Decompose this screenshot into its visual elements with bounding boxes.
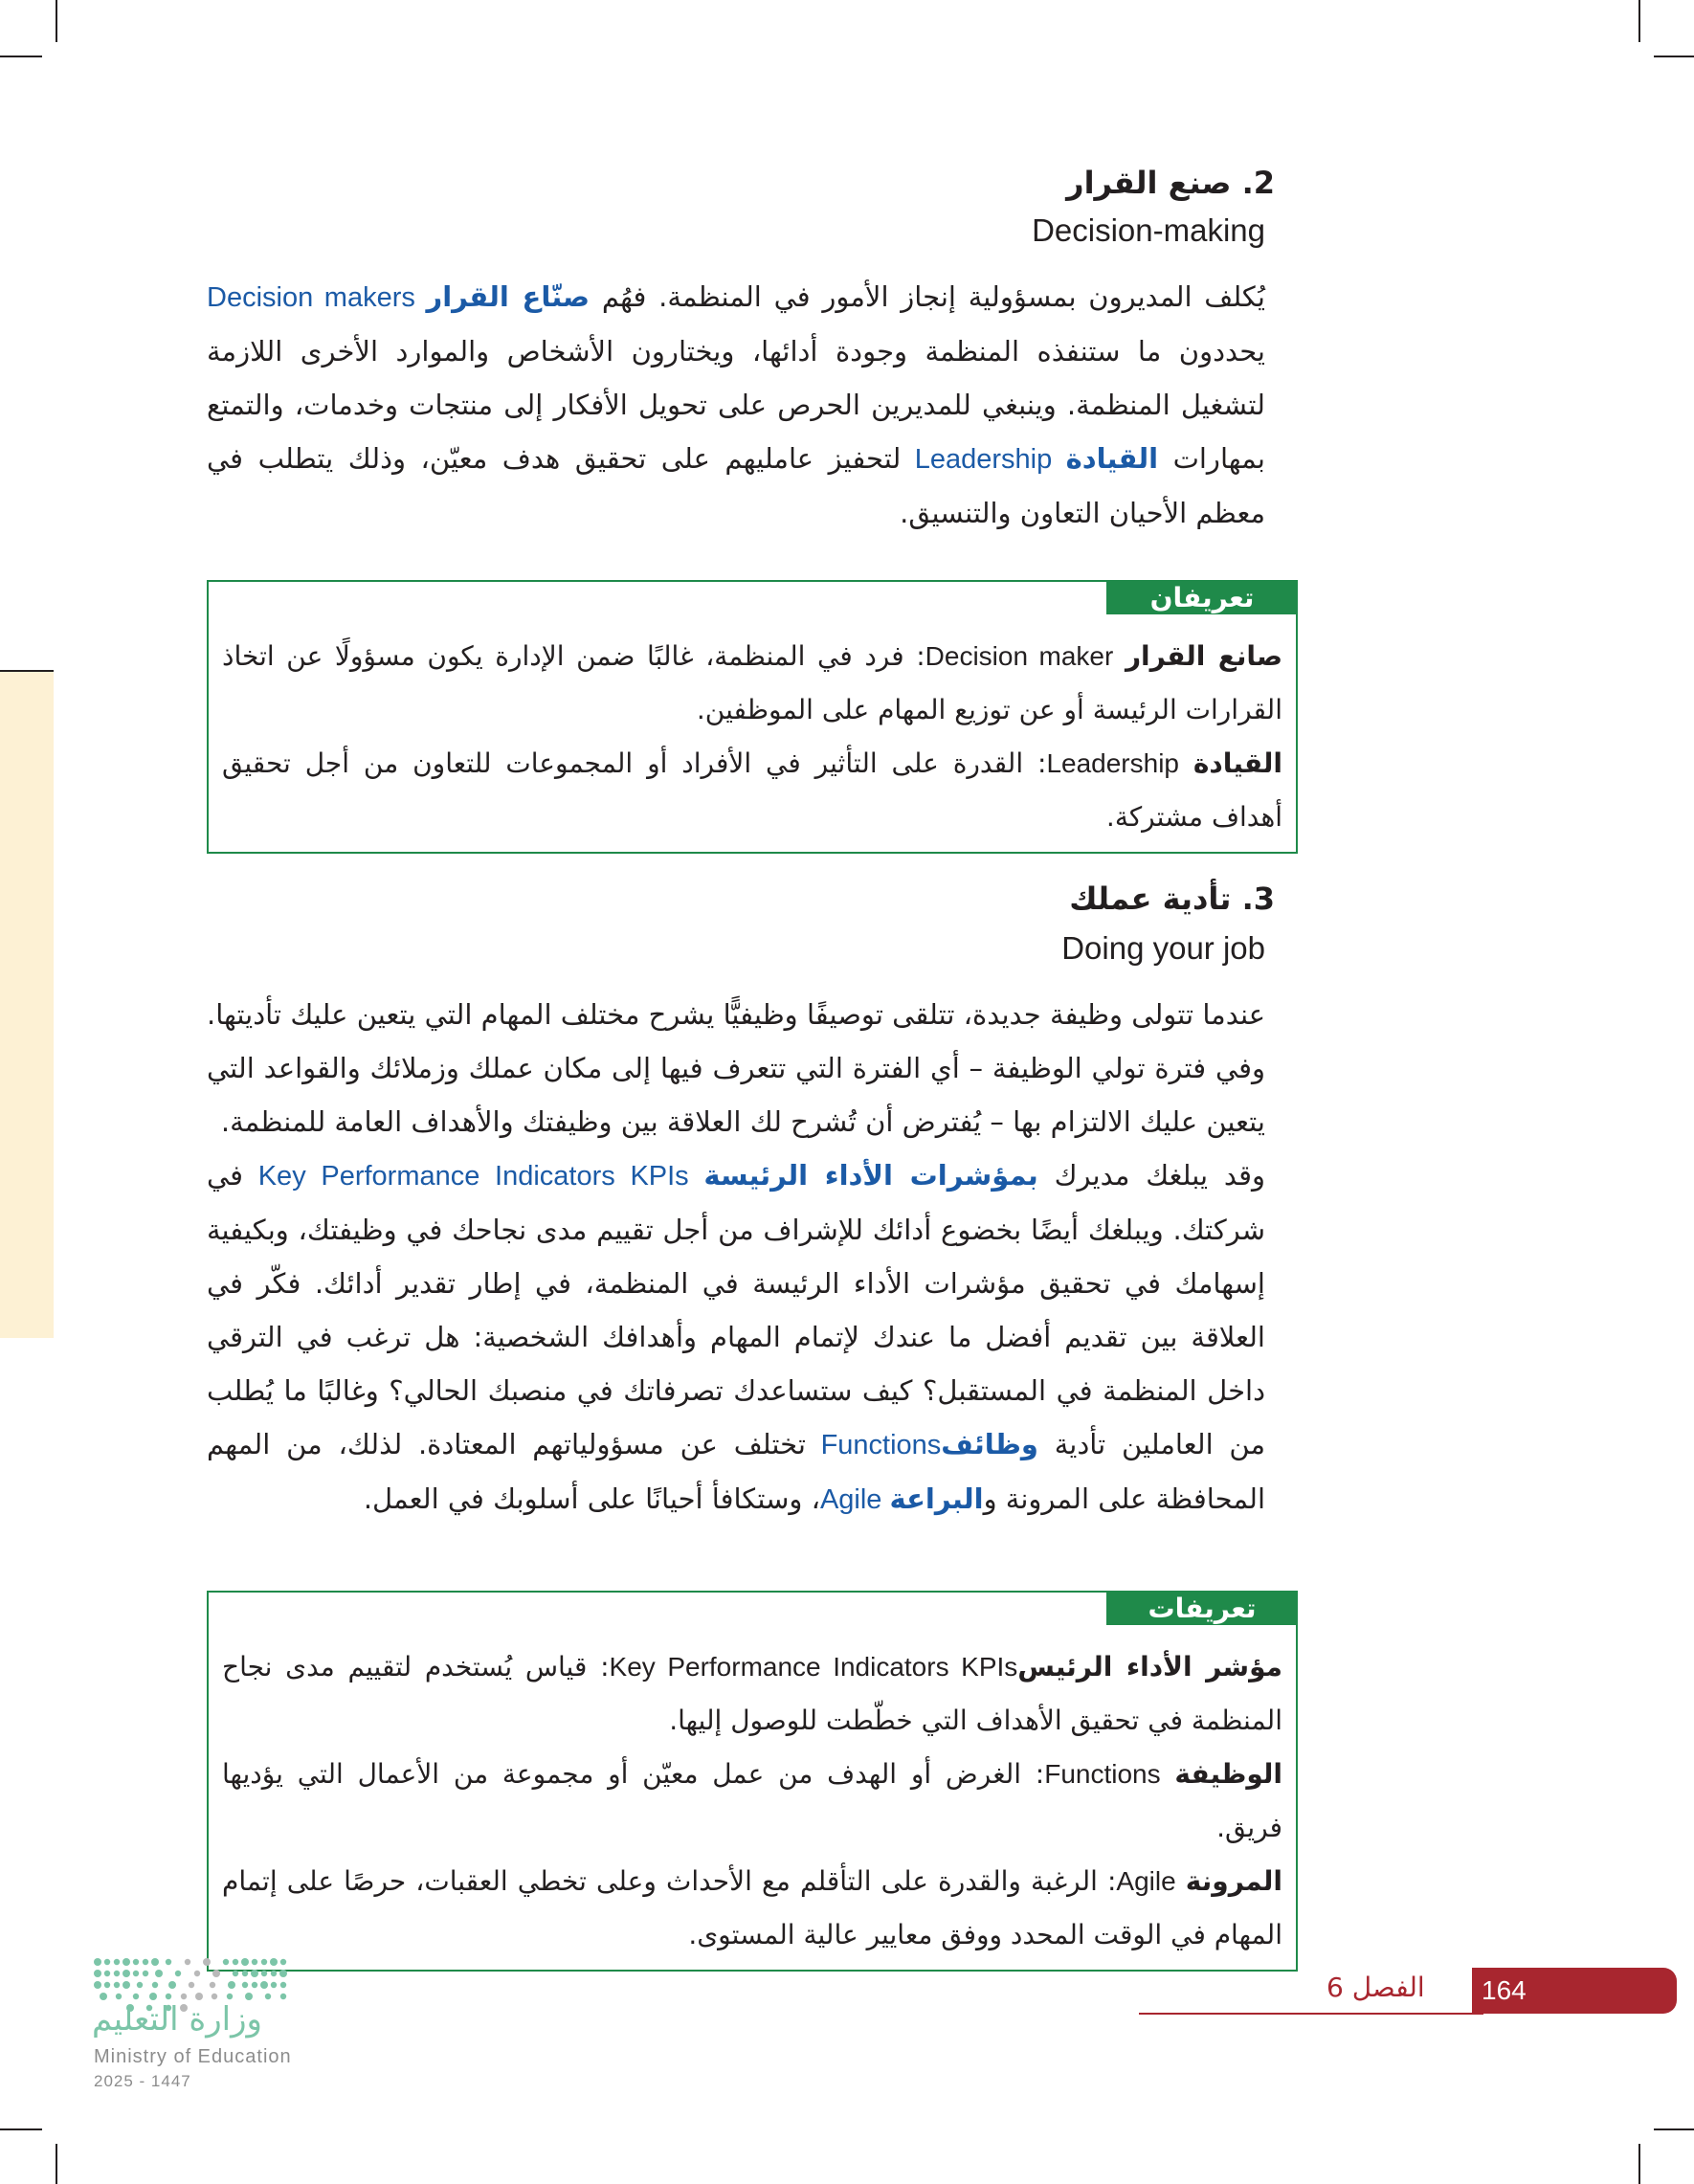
logo-dot [252,1982,257,1988]
text-run: تختلف عن مسؤولياتهم المعتادة. لذلك، من المهم المحافظة على المرونة و [207,1428,1265,1515]
logo-dot [280,1959,286,1965]
logo-dot [133,1971,139,1976]
definition-term: القيادة [1192,747,1283,779]
logo-dot [94,1958,101,1966]
logo-dot [241,1958,249,1966]
crop-mark [0,2128,42,2130]
logo-dot [114,1959,120,1965]
definition-term: مؤشر الأداء الرئيس [1017,1651,1282,1683]
definition-body [209,582,1296,852]
logo-dot [223,1959,229,1965]
logo-dot [116,1994,122,1999]
definition-body [209,1593,1296,1970]
crop-mark [1638,2144,1640,2184]
text-run: في شركتك. ويبلغك أيضًا بخضوع أدائك للإشراف من أجل تقييم مدى نجاحك في وظيفتك، وبكيفية إسهامك في تحقيق مؤشرات الأداء الرئيسة في المنظمة، في إطار تقدير أدائك. فكّر في العلاقة بين تقديم أفضل ما عندك لإتمام المهام وأهدافك الشخصية: هل ترغب في الترقي داخل المنظمة في المستقبل؟ كيف ستساعدك تصرفاتك في منصبك الحالي؟ وغالبًا ما يُطلب من العاملين تأدية [207,1159,1266,1460]
definition-term: صانع القرار [1125,640,1282,672]
definition-text: : فرد في المنظمة، غالبًا ضمن الإدارة يكون مسؤولًا عن اتخاذ القرارات الرئيسة أو عن توزيع المهام على الموظفين. [222,640,1282,725]
chapter-label: الفصل 6 [1326,1972,1425,2003]
logo-dot [279,1970,287,1977]
logo-dot [114,1971,120,1976]
margin-band [0,670,54,1338]
keyword-en: Key Performance Indicators KPIs [243,1161,704,1192]
definition-term-en: Leadership [1046,748,1179,778]
ministry-name-en: Ministry of Education [94,2046,292,2067]
logo-dot [242,1982,248,1988]
paragraph-text [207,1148,1265,1527]
logo-dot [195,1993,203,2000]
definition-term-en: Agile [1116,1866,1176,1896]
section-heading: 3. تأدية عملك [1069,880,1275,917]
keyword-en: Leadership [901,444,1066,475]
logo-dot [168,1981,176,1989]
definition-term: الوظيفة [1174,1758,1282,1790]
crop-mark [56,0,57,42]
logo-dot [181,1994,187,1999]
keyword-en: Functions [805,1430,942,1460]
logo-dot [189,1982,194,1988]
paragraph [207,270,1265,540]
logo-dot [265,1994,271,1999]
logo-dot [280,1982,286,1988]
definition-text: : قياس يُستخدم لتقييم مدى نجاح المنظمة في تحقيق الأهداف التي خطّطت للوصول إليها. [222,1651,1282,1736]
logo-dot [233,1971,238,1976]
keyword: البراعة [889,1482,984,1515]
text-run: يُكلف المديرون بمسؤولية إنجاز الأمور في المنظمة. فهُم [590,280,1266,313]
logo-dot [185,1959,190,1965]
logo-dot [104,1959,110,1965]
logo-dot [114,1982,120,1988]
text-run: يحددون ما ستنفذه المنظمة وجودة أدائها، ويختارون الأشخاص والموارد الأخرى اللازمة لتشغيل المنظمة. وينبغي للمديرين الحرص على تحويل الأفكار إلى منتجات وخدمات، والتمتع بمهارات [207,335,1265,475]
crop-mark [56,2144,57,2184]
text-run: ، وستكافأ أحيانًا على أسلوبك في العمل. [363,1482,820,1515]
logo-dot [133,1994,139,1999]
paragraph-text: عندما تتولى وظيفة جديدة، تتلقى توصيفًا وظيفيًّا يشرح مختلف المهام التي يتعين عليك تأديتها. وفي فترة تولي الوظيفة – أي الفترة التي تتعرف فيها إلى مكان عملك وزملائك والقواعد التي يتعين عليك الالتزام بها – يُفترض أن تُشرح لك العلاقة بين وظيفتك والأهداف العامة للمنظمة. [207,998,1265,1138]
logo-dot [271,1971,277,1976]
logo-dot [212,1970,220,1977]
text-run: لتحفيز عامليهم على تحقيق هدف معيّن، وذلك يتطلب في معظم الأحيان التعاون والتنسيق. [207,442,1265,529]
logo-dot [166,1959,171,1965]
logo-dot [271,1982,277,1988]
definition-item [222,630,1282,737]
logo-dot [227,1994,233,1999]
logo-dot [175,1971,181,1976]
crop-mark [0,56,42,57]
definition-tag: تعريفان [1106,580,1298,614]
text-run: وقد يبلغك مديرك [1037,1159,1265,1192]
keyword-en: Agile [819,1484,890,1515]
definition-item [222,737,1282,844]
logo-dot [194,1971,200,1976]
page-number: 164 [1482,1975,1527,2005]
definition-text: : الغرض أو الهدف من عمل معيّن أو مجموعة من الأعمال التي يؤديها فريق. [222,1758,1282,1843]
logo-dot [123,1981,130,1989]
logo-dot [245,1993,253,2000]
logo-dot [151,1958,159,1966]
definition-text: : الرغبة والقدرة على التأقلم مع الأحداث وعلى تخطي العقبات، حرصًا على إتمام المهام في الوقت المحدد ووفق معايير عالية المستوى. [222,1865,1282,1950]
logo-dot [94,1981,101,1989]
definition-term-en: Functions [1044,1759,1161,1789]
definition-term-en: Key Performance Indicators KPIs [609,1652,1018,1682]
logo-dot [123,1958,130,1966]
logo-dot [210,1982,215,1988]
definition-term: المرونة [1185,1865,1282,1897]
keyword: بمؤشرات الأداء الرئيسة [703,1159,1038,1192]
logo-dot [228,1981,235,1989]
section-heading-english: Decision-making [1032,212,1265,248]
logo-dot [104,1982,110,1988]
logo-dot [203,1958,211,1966]
logo-dot [152,1982,158,1988]
logo-dot [166,1994,171,1999]
keyword-en: Decision makers [207,282,427,313]
logo-dot [143,1959,148,1965]
definition-term-en: Decision maker [925,641,1114,671]
logo-dot [149,1993,157,2000]
logo-dot [251,1970,258,1977]
logo-dot [104,1971,110,1976]
keyword: وظائف [941,1428,1038,1460]
definition-item [222,1640,1282,1748]
footer-line [1139,2013,1483,2015]
logo-dot [233,1959,238,1965]
logo-dot [270,1958,278,1966]
crop-mark [1638,0,1640,42]
section-heading-english: Doing your job [1061,930,1265,966]
logo-dot [94,1970,101,1977]
logo-dot [242,1971,248,1976]
definition-item [222,1748,1282,1855]
logo-dot [133,1959,139,1965]
ministry-year: 2025 - 1447 [94,2072,191,2090]
paragraph-text [207,270,1265,540]
section-heading: 2. صنع القرار [1066,165,1275,201]
ministry-name-ar: وزارة التعليم [92,2000,262,2039]
margin-tick [0,670,54,672]
logo-dot [143,1971,148,1976]
logo-dot [261,1971,267,1976]
keyword: صنّاع القرار [426,280,591,313]
definition-text: : القدرة على التأثير في الأفراد أو المجموعات للتعاون من أجل تحقيق أهداف مشتركة. [222,747,1282,833]
crop-mark [1654,56,1694,57]
logo-dot [252,1959,257,1965]
logo-dot [261,1959,267,1965]
crop-mark [1654,2128,1694,2130]
definition-tag: تعريفات [1106,1591,1298,1625]
logo-dot [123,1970,130,1977]
keyword: القيادة [1065,442,1159,475]
logo-dot [260,1981,268,1989]
paragraph [207,988,1265,1527]
definition-box [207,580,1298,854]
logo-dot [212,1994,217,1999]
definition-box [207,1591,1298,1972]
logo-dot [155,1970,163,1977]
logo-dot [137,1982,143,1988]
definition-item [222,1855,1282,1962]
logo-dot [280,1994,286,1999]
logo-dot [100,1993,107,2000]
